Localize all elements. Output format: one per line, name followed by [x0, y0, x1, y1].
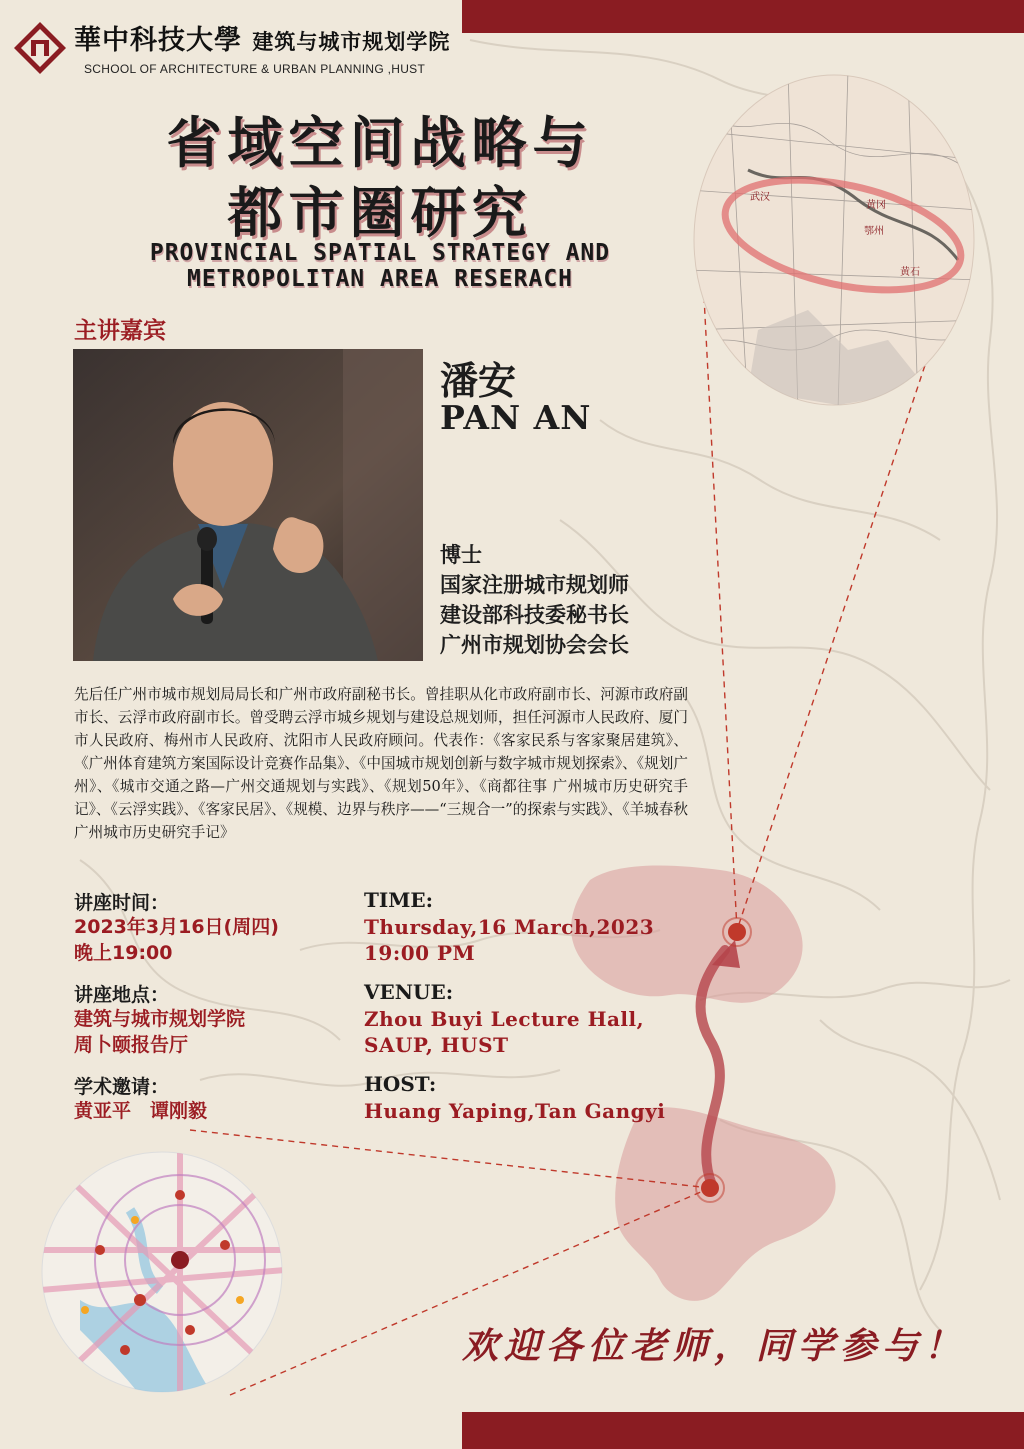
speaker-title: 博士: [440, 543, 482, 567]
speaker-bio: 先后任广州市城市规划局局长和广州市政府副秘书长。曾挂职从化市政府副市长、河源市政府副市长、云浮市政府副市长。曾受聘云浮市城乡规划与建设总规划师，担任河源市人民政府、厦门市人民政府、梅州市人民政府、沈阳市人民政府顾问。代表作：《客家民系与客家聚居建筑》、《广州体育建筑方案国际设计竞赛作品集》、《中国城市规划创新与数字城市规划探索》、《规划广州》、《城市交通之路—广州交通规划与实践》、《规划50年》、《商都往事 广州城市历史研究手记》、《云浮实践》、《客家民居》、《规模、边界与秩序——“三规合一”的探索与实践》、《羊城春秋 广州城市历史研究手记》: [74, 686, 688, 841]
title-cn-line1: 省域空间战略与: [166, 111, 594, 175]
wuhan-marker: [728, 923, 746, 941]
guangdong-region: [615, 1107, 835, 1301]
venue-label-cn: 讲座地点：: [74, 984, 170, 1006]
welcome-message: 欢迎各位老师，同学参与！: [462, 1325, 967, 1367]
title-cn: [100, 108, 660, 248]
title-en-line2: METROPOLITAN AREA RESERACH: [186, 266, 574, 292]
speaker-name-cn: 潘安: [440, 359, 517, 403]
university-logo: [12, 20, 68, 76]
venue-line1-en: Zhou Buyi Lecture Hall,: [364, 1007, 645, 1031]
guangzhou-marker: [701, 1179, 719, 1197]
department-name: 建筑与城市规划学院: [252, 29, 451, 54]
speaker-title: 广州市规划协会会长: [440, 633, 629, 657]
title-en-line1: PROVINCIAL SPATIAL STRATEGY AND: [149, 240, 611, 266]
time-hour-en: 19:00 PM: [364, 941, 476, 965]
host-cn: 黄亚平 谭刚毅: [74, 1100, 208, 1122]
venue-line2-cn: 周卜颐报告厅: [74, 1034, 189, 1056]
venue-line1-cn: 建筑与城市规划学院: [74, 1008, 246, 1030]
label-huangshi: 黄石: [900, 267, 920, 278]
speaker-photo: [73, 349, 423, 661]
title-cn-line2: 都市圈研究: [227, 181, 533, 245]
top-accent-bar: [462, 0, 1024, 33]
speaker-section-label: 主讲嘉宾: [74, 318, 166, 344]
speaker-title: 国家注册城市规划师: [440, 573, 629, 597]
school-name-en: SCHOOL OF ARCHITECTURE & URBAN PLANNING ,HUST: [84, 62, 426, 76]
label-wuhan: 武汉: [750, 192, 770, 203]
venue-line2-en: SAUP, HUST: [364, 1033, 509, 1057]
host-label-cn: 学术邀请：: [74, 1076, 170, 1098]
venue-label-en: VENUE:: [364, 980, 454, 1004]
city-plan-circle: [40, 1150, 285, 1395]
speaker-title: 建设部科技委秘书长: [440, 603, 629, 627]
title-en: [80, 240, 680, 292]
label-huanggang: 黄冈: [866, 200, 886, 211]
metropolitan-map-circle: [688, 70, 980, 410]
label-ezhou: 鄂州: [864, 226, 884, 237]
time-hour-cn: 晚上19:00: [74, 942, 173, 964]
time-date-en: Thursday,16 March,2023: [364, 915, 655, 939]
speaker-titles: [440, 540, 629, 660]
time-date-cn: 2023年3月16日(周四): [74, 916, 279, 938]
school-name-cn: [74, 18, 450, 57]
host-label-en: HOST:: [364, 1072, 437, 1096]
time-label-en: TIME:: [364, 888, 434, 912]
bottom-accent-bar: [462, 1412, 1024, 1449]
time-label-cn: 讲座时间：: [74, 892, 170, 914]
university-name: 華中科技大學: [74, 25, 242, 56]
speaker-name-en: PAN AN: [440, 398, 592, 437]
host-en: Huang Yaping,Tan Gangyi: [364, 1099, 666, 1123]
